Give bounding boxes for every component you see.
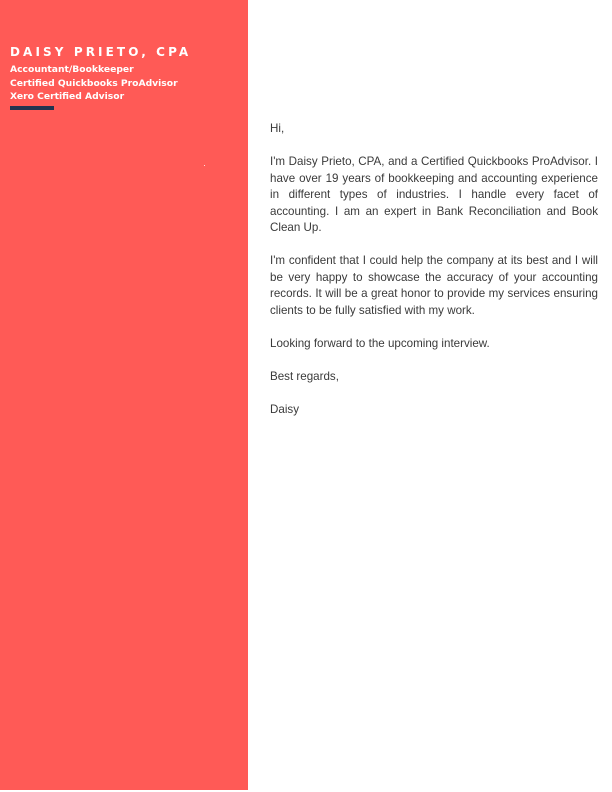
letter-body (270, 121, 598, 435)
letter-paragraph-1: I'm Daisy Prieto, CPA, and a Certified Quickbooks ProAdvisor. I have over 19 years of bookkeeping and accounting experience in different types of industries. I handle every facet of accounting. I am an expert in Bank Reconciliation and Book Clean Up. (270, 155, 598, 234)
decorative-dot (204, 165, 205, 166)
applicant-name: DAISY PRIETO, CPA (10, 45, 192, 59)
sidebar (0, 0, 248, 790)
professional-titles (10, 63, 178, 104)
title-quickbooks: Certified Quickbooks ProAdvisor (10, 77, 178, 89)
title-accountant: Accountant/Bookkeeper (10, 64, 134, 75)
accent-divider (10, 106, 54, 110)
title-xero: Xero Certified Advisor (10, 91, 125, 102)
letter-paragraph-3: Looking forward to the upcoming interview. (270, 336, 490, 350)
letter-closing: Best regards, (270, 369, 339, 383)
letter-paragraph-2: I'm confident that I could help the company at its best and I will be very happy to showcase the accuracy of your accounting records. It will be a great honor to provide my services ensuring clients to be fully satisfied with my work. (270, 254, 598, 317)
letter-signature: Daisy (270, 402, 299, 416)
letter-greeting: Hi, (270, 122, 285, 135)
